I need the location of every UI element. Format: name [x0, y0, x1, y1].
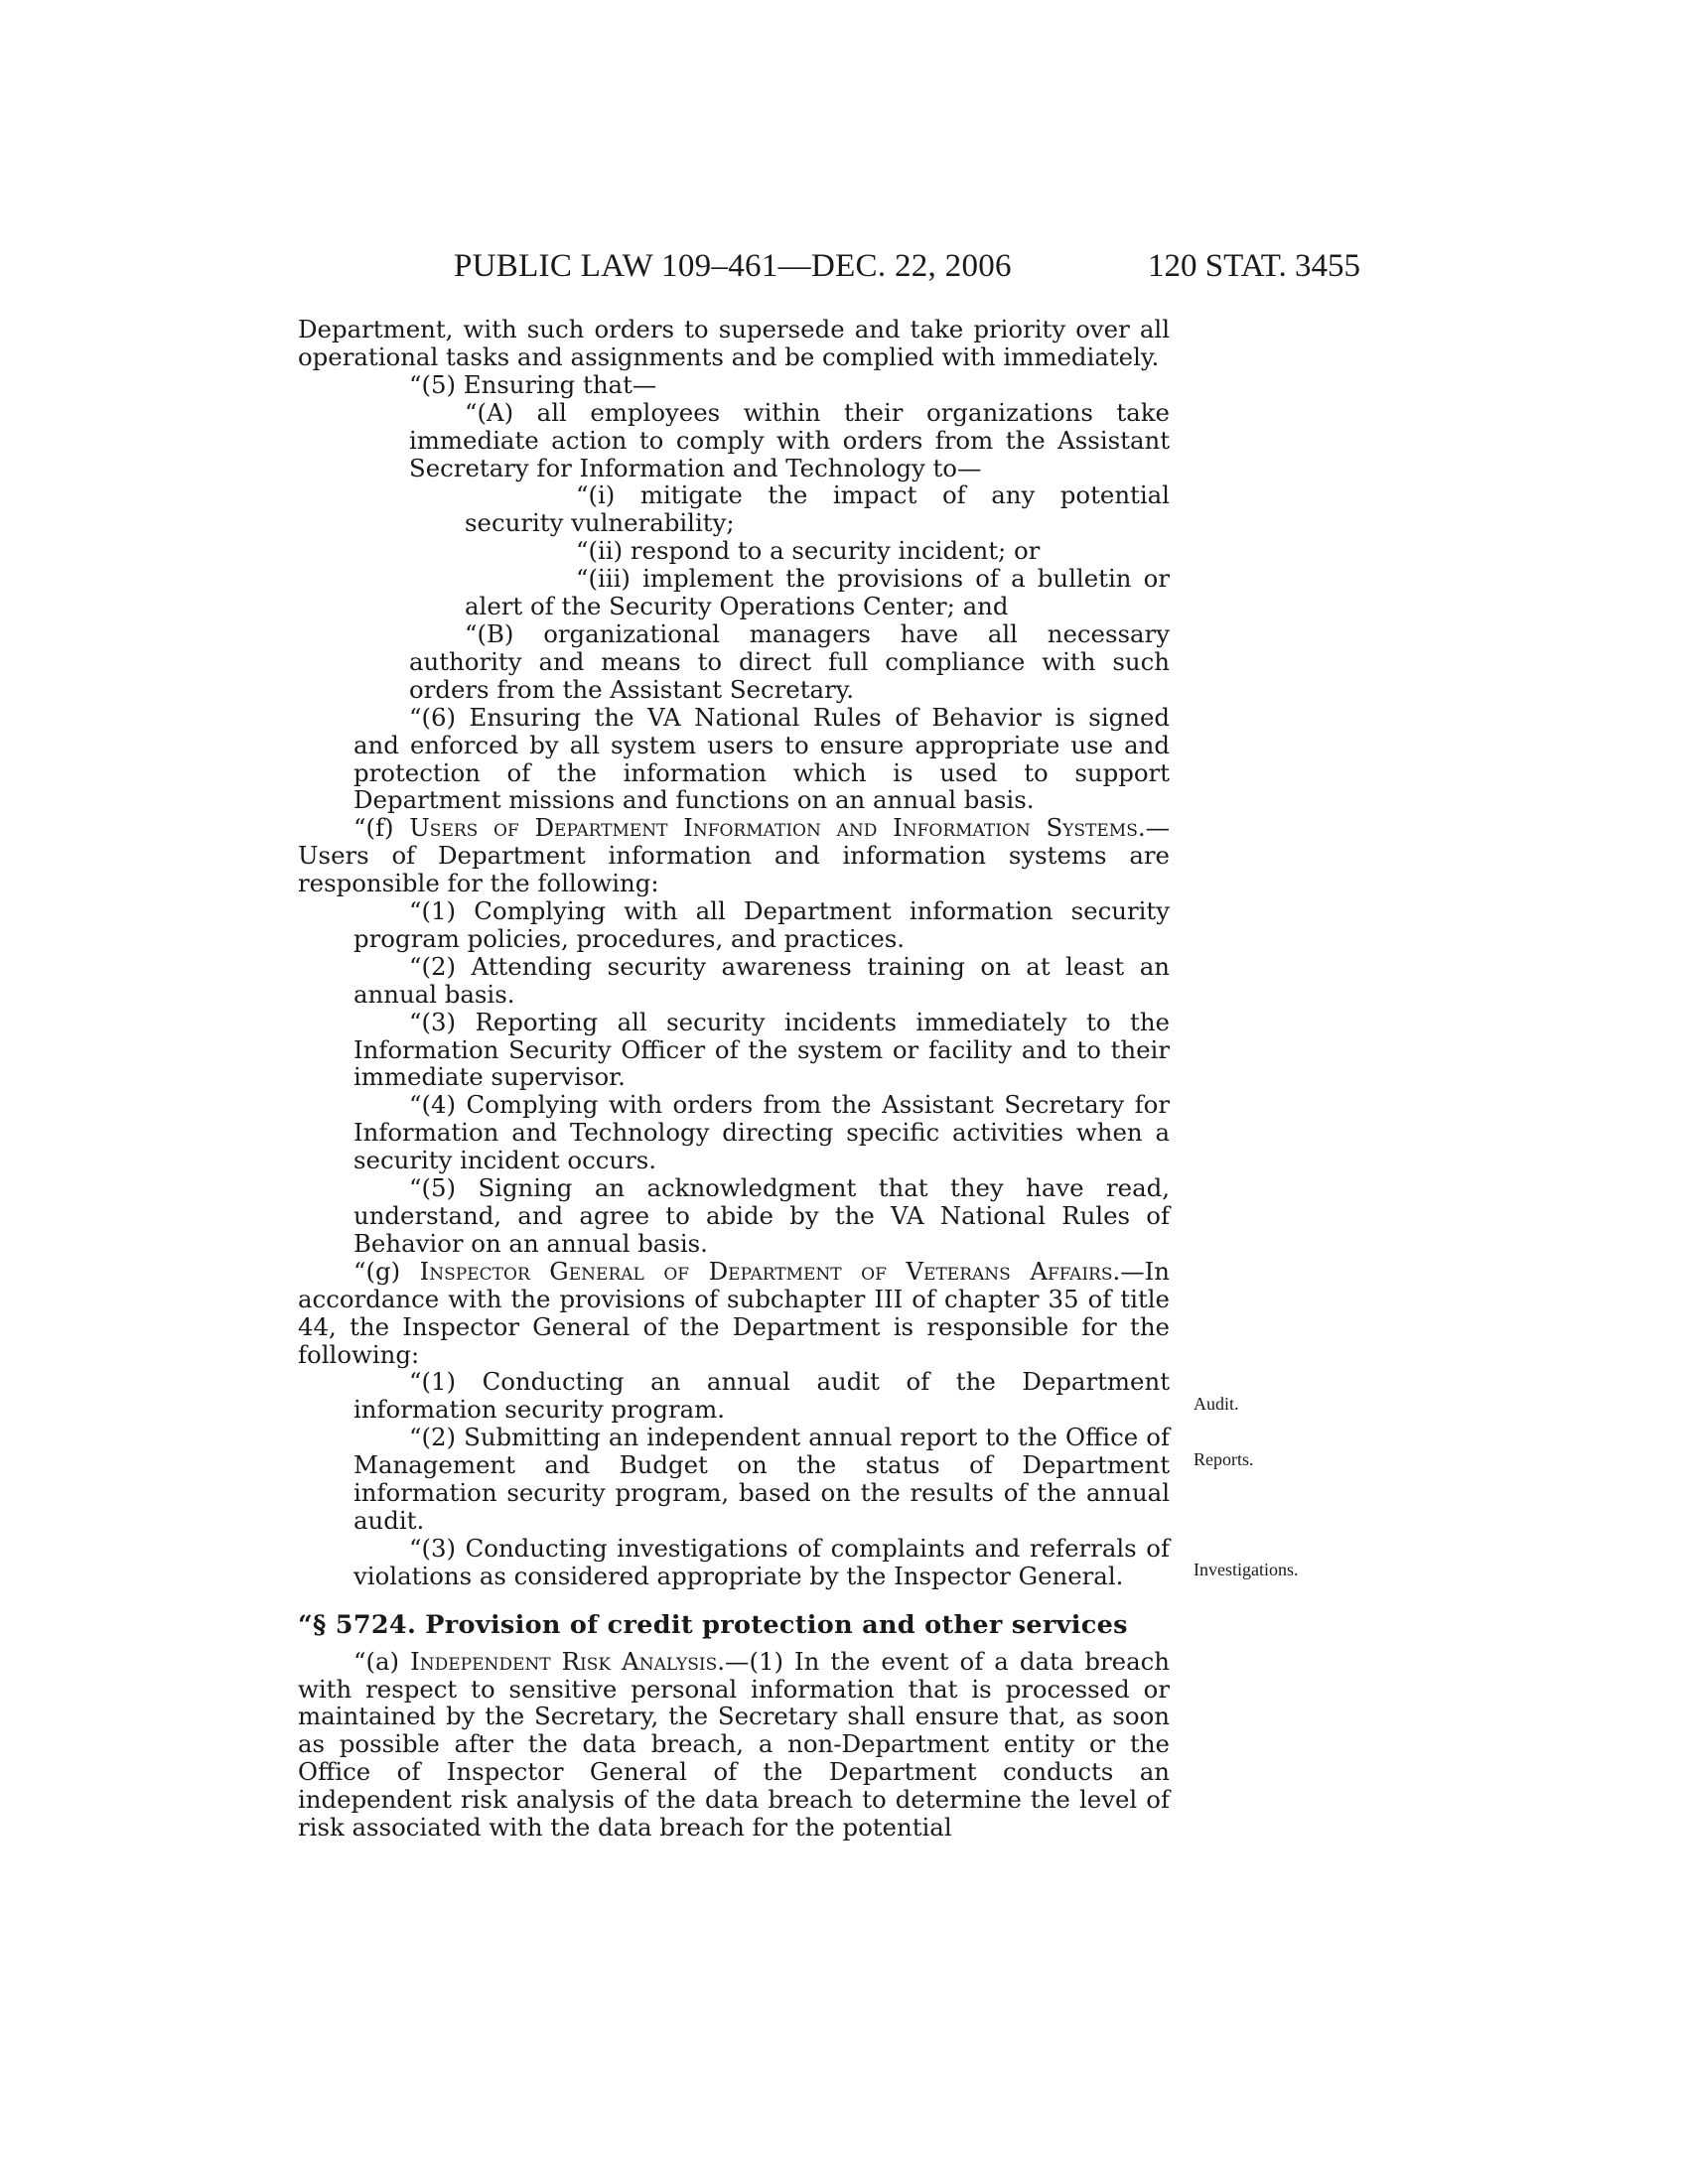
subsection-a-text: —(1) In the event of a data breach with respect to sensitive personal information that is processed or maintained by the Secretary, the Secretary shall ensure that, as soon as possible after the data breach, a non-Department entity or the Office of Inspector General of the Department conducts an independent risk analysis of the data breach to determine the level of risk associated with the data breach for the potential [298, 1646, 1170, 1843]
paragraph-6: “(6) Ensuring the VA National Rules of Behavior is signed and enforced by all system users to ensure appropriate use and protection of the information which is used to support Department missions and functions on an annual basis. [353, 702, 1170, 815]
margin-note-reports: Reports. [1194, 1449, 1254, 1469]
subsection-f-3: “(3) Reporting all security incidents immediately to the Information Security Officer of the system or facility and to their immediate supervisor. [353, 1007, 1170, 1092]
subsection-g-prefix: “(g) [353, 1256, 420, 1286]
subsection-g-text: —In accordance with the provisions of subchapter III of chapter 35 of title 44, the Inspector General of the Department is responsible for the following: [298, 1256, 1170, 1369]
margin-note-investigations: Investigations. [1194, 1560, 1299, 1579]
paragraph-5: “(5) Ensuring that— [409, 369, 657, 399]
subsection-g-2: “(2) Submitting an independent annual report to the Office of Management and Budget on the status of Department information security program, based on the results of the annual audit. [353, 1423, 1170, 1535]
subsection-f-4: “(4) Complying with orders from the Assistant Secretary for Information and Technology directing specific activities when a security incident occurs. [353, 1090, 1170, 1175]
subsection-g-3: “(3) Conducting investigations of complaints and referrals of violations as considered appropriate by the Inspector General. [353, 1533, 1170, 1590]
subsection-g-heading: Inspector General of Department of Veterans Affairs. [419, 1256, 1121, 1286]
paragraph-5-A: “(A) all employees within their organizations take immediate action to comply with orders from the Assistant Secretary for Information and Technology to— [409, 397, 1170, 482]
subsection-f-heading: Users of Department Information and Information Systems. [409, 813, 1146, 843]
page-header [298, 248, 1360, 288]
subsection-g-1: “(1) Conducting an annual audit of the Department information security program. [353, 1367, 1170, 1425]
document-body [298, 316, 1170, 1842]
subsection-a-prefix: “(a) [353, 1646, 411, 1676]
section-heading-5724: “§ 5724. Provision of credit protection and other services [298, 1609, 1128, 1640]
subsection-g [298, 1258, 1170, 1369]
paragraph-5-B: “(B) organizational managers have all necessary authority and means to direct full compliance with such orders from the Assistant Secretary. [409, 618, 1170, 704]
paragraph-5-A-ii: “(ii) respond to a security incident; or [576, 536, 1041, 566]
subsection-a-heading: Independent Risk Analysis. [410, 1646, 726, 1676]
paragraph-5-A-iii: “(iii) implement the provisions of a bulletin or alert of the Security Operations Center; and [465, 564, 1170, 621]
subsection-f-5: “(5) Signing an acknowledgment that they have read, understand, and agree to abide by the VA National Rules of Behavior on an annual basis. [353, 1173, 1170, 1258]
subsection-f-2: “(2) Attending security awareness training on at least an annual basis. [353, 951, 1170, 1009]
paragraph-5-A-i: “(i) mitigate the impact of any potential security vulnerability; [465, 480, 1170, 538]
subsection-f [298, 814, 1170, 897]
running-title: PUBLIC LAW 109–461—DEC. 22, 2006 [454, 248, 1012, 284]
margin-note-audit: Audit. [1194, 1394, 1239, 1414]
paragraph-continuation: Department, with such orders to supersede and take priority over all operational tasks and assignments and be complied with immediately. [298, 315, 1170, 371]
subsection-a [298, 1648, 1170, 1842]
statute-page-number: 120 STAT. 3455 [1147, 248, 1360, 284]
subsection-f-prefix: “(f) [353, 813, 410, 843]
subsection-f-text: —Users of Department information and information systems are responsible for the following: [298, 813, 1170, 898]
subsection-f-1: “(1) Complying with all Department information security program policies, procedures, and practices. [353, 896, 1170, 953]
